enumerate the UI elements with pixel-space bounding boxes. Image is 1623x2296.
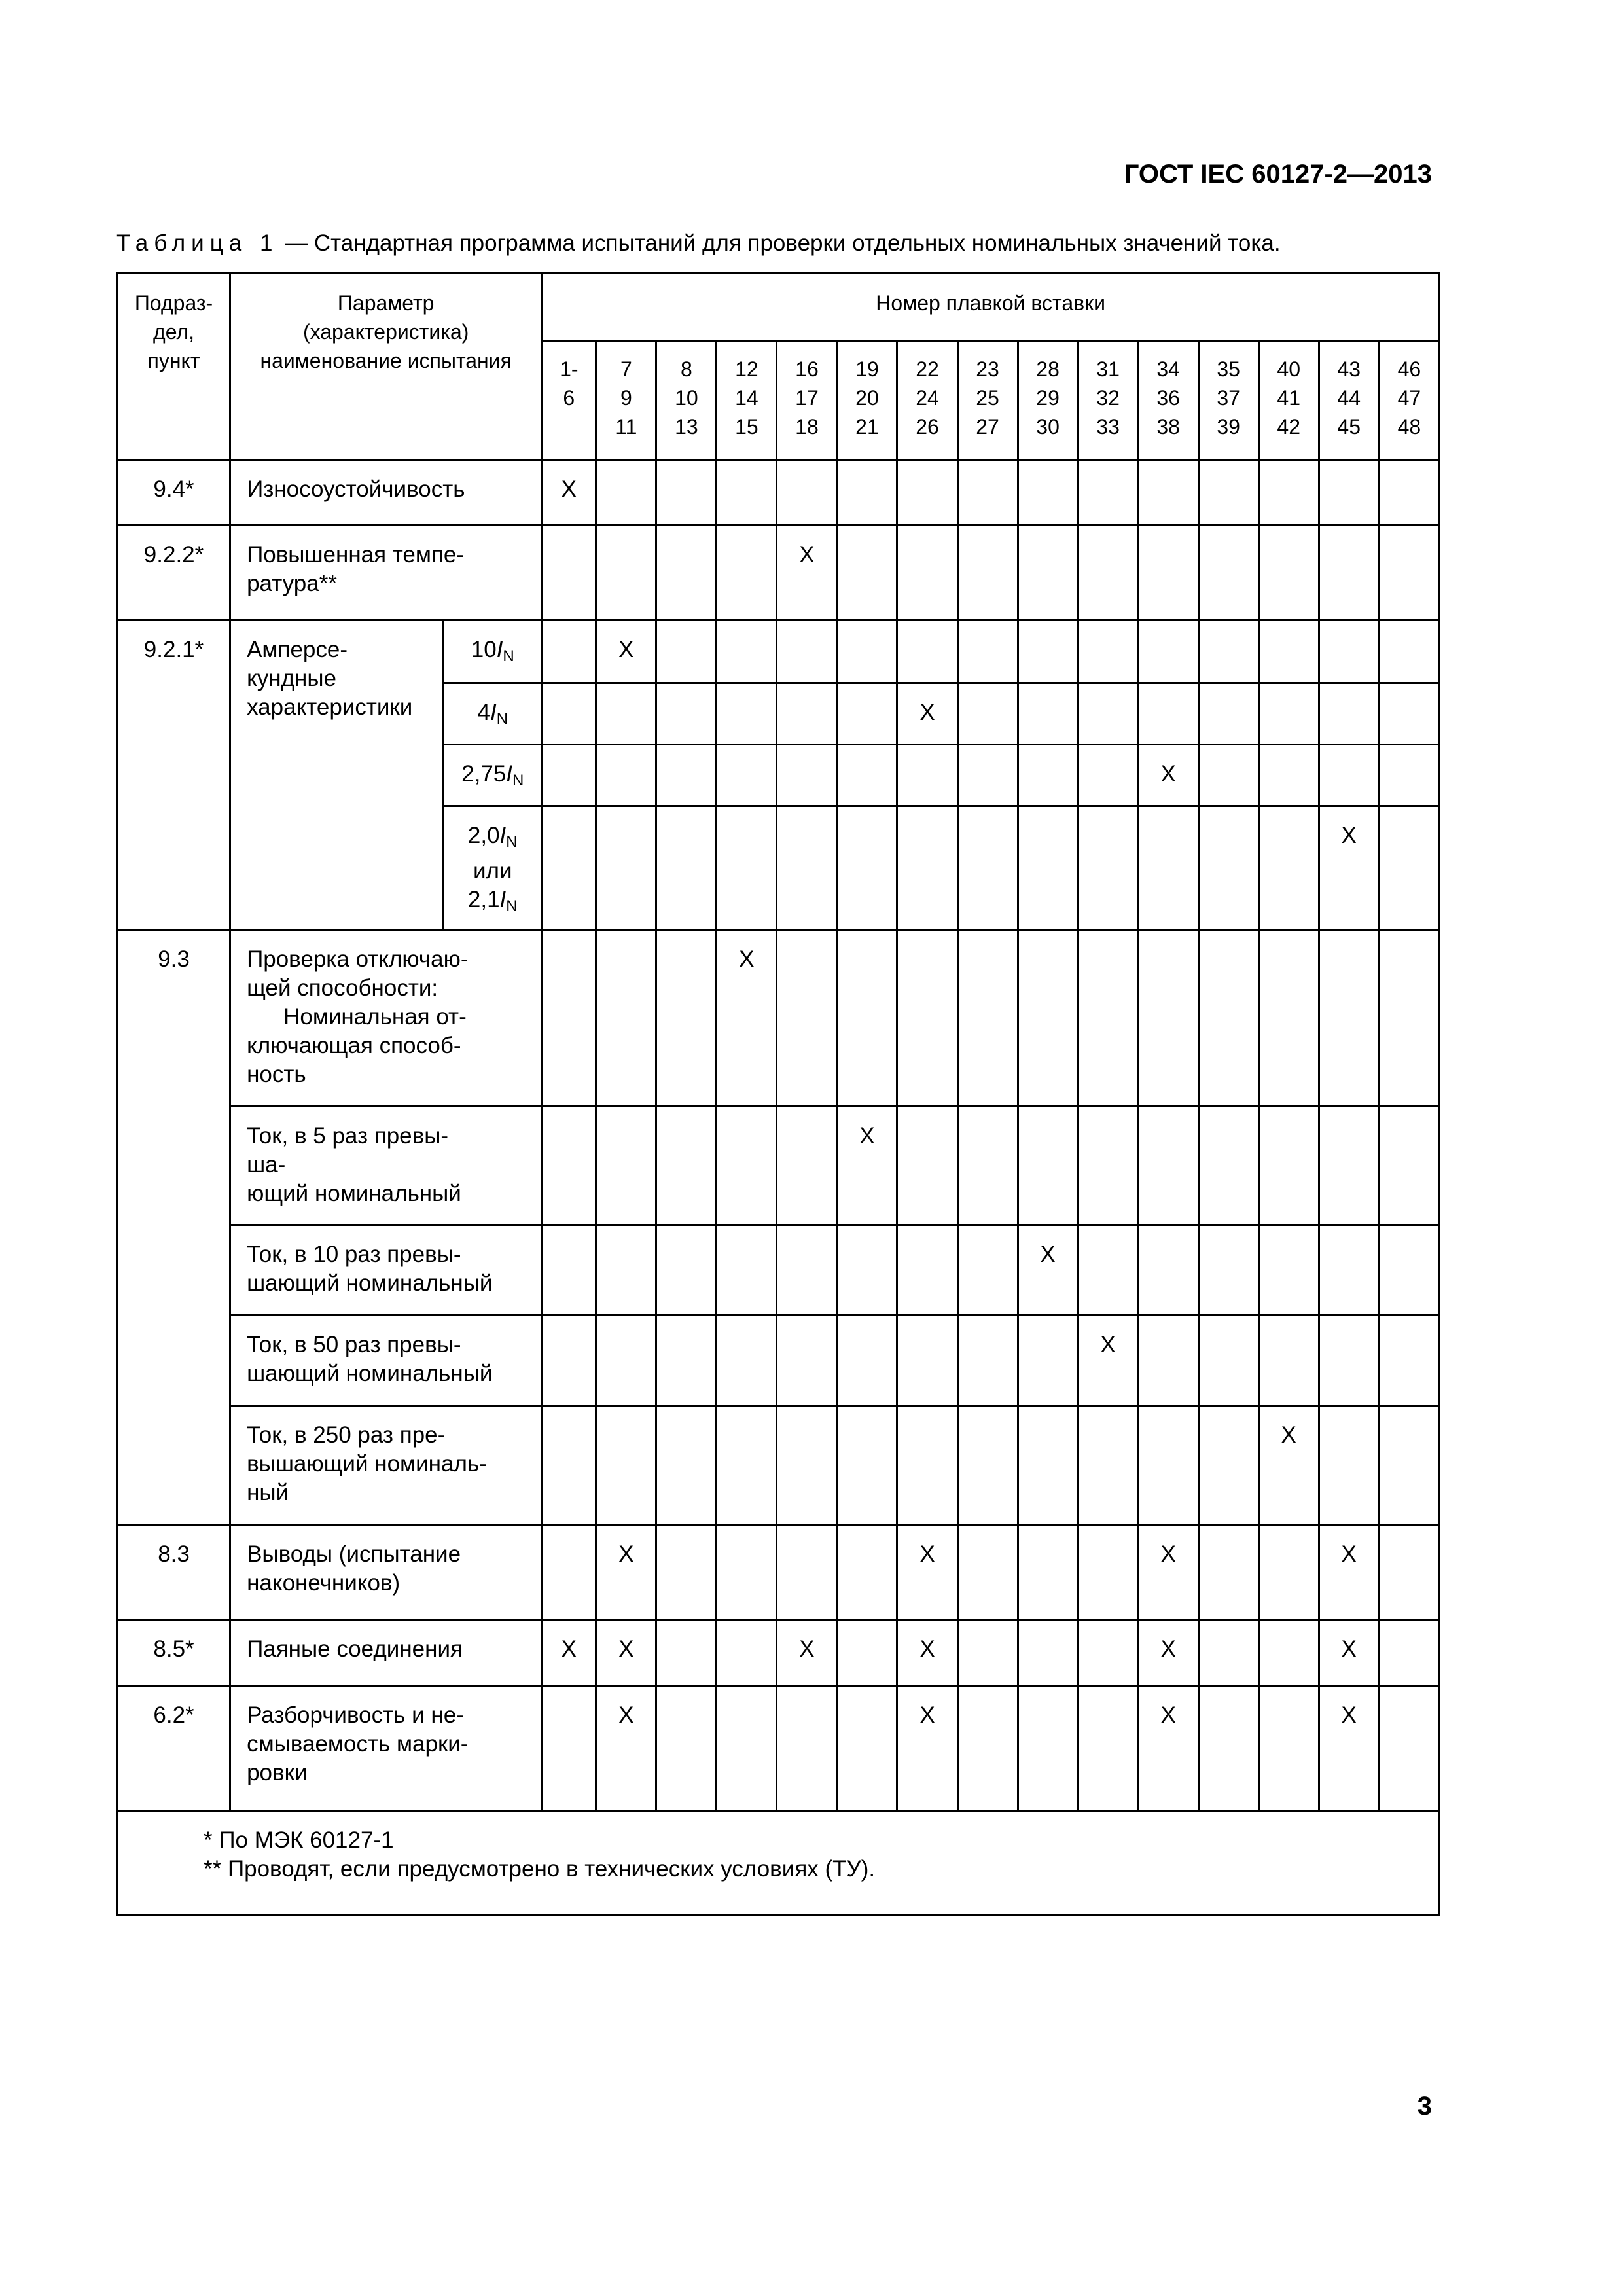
test-mark: X (596, 620, 656, 683)
empty-cell (1379, 1620, 1439, 1686)
parameter-cell: Износоустойчивость (230, 460, 542, 526)
test-mark: X (542, 460, 596, 526)
empty-cell (1258, 1686, 1319, 1811)
empty-cell (957, 930, 1018, 1107)
empty-cell (1198, 1225, 1258, 1316)
empty-cell (656, 526, 717, 620)
empty-cell (1319, 620, 1379, 683)
empty-cell (1319, 745, 1379, 806)
test-mark: X (596, 1620, 656, 1686)
empty-cell (1138, 460, 1198, 526)
empty-cell (1319, 683, 1379, 745)
empty-cell (1258, 1525, 1319, 1620)
empty-cell (1018, 745, 1078, 806)
empty-cell (542, 1525, 596, 1620)
empty-cell (542, 1316, 596, 1406)
empty-cell (897, 620, 957, 683)
empty-cell (717, 1620, 777, 1686)
parameter-cell: Ток, в 5 раз превы- ша- ющий номинальный (230, 1107, 542, 1225)
table-row (118, 1620, 1440, 1686)
empty-cell (542, 930, 596, 1107)
empty-cell (1319, 1316, 1379, 1406)
empty-cell (1258, 806, 1319, 930)
empty-cell (1198, 1406, 1258, 1525)
empty-cell (1258, 930, 1319, 1107)
test-mark: X (777, 526, 837, 620)
empty-cell (1258, 1316, 1319, 1406)
fuse-group-header: 40 41 42 (1258, 341, 1319, 460)
empty-cell (596, 683, 656, 745)
empty-cell (1078, 526, 1138, 620)
fuse-group-header: 19 20 21 (837, 341, 897, 460)
parameter-cell (230, 930, 542, 1107)
empty-cell (1018, 526, 1078, 620)
fuse-group-header: 22 24 26 (897, 341, 957, 460)
empty-cell (656, 930, 717, 1107)
fuse-group-header: 8 10 13 (656, 341, 717, 460)
empty-cell (1138, 1225, 1198, 1316)
current-multiple-cell: $2,75I_N$ (444, 745, 542, 806)
empty-cell (1078, 1225, 1138, 1316)
empty-cell (837, 460, 897, 526)
empty-cell (957, 745, 1018, 806)
empty-cell (777, 930, 837, 1107)
empty-cell (837, 1406, 897, 1525)
empty-cell (1018, 1107, 1078, 1225)
empty-cell (957, 1686, 1018, 1811)
empty-cell (957, 1406, 1018, 1525)
empty-cell (1078, 806, 1138, 930)
empty-cell (837, 683, 897, 745)
empty-cell (1138, 526, 1198, 620)
empty-cell (957, 620, 1018, 683)
empty-cell (1198, 930, 1258, 1107)
fuse-group-header: 31 32 33 (1078, 341, 1138, 460)
empty-cell (1319, 526, 1379, 620)
table-row (118, 1316, 1440, 1406)
section-cell: 9.3 (118, 930, 230, 1525)
empty-cell (717, 526, 777, 620)
empty-cell (777, 620, 837, 683)
empty-cell (1018, 1686, 1078, 1811)
test-mark: X (777, 1620, 837, 1686)
empty-cell (1018, 460, 1078, 526)
table-row (118, 620, 1440, 683)
empty-cell (897, 1107, 957, 1225)
document-id-header: ГОСТ IEC 60127-2—2013 (1124, 160, 1432, 188)
empty-cell (957, 1620, 1018, 1686)
test-mark: X (897, 683, 957, 745)
test-mark: X (1138, 745, 1198, 806)
empty-cell (1078, 930, 1138, 1107)
empty-cell (1198, 1686, 1258, 1811)
empty-cell (717, 1107, 777, 1225)
empty-cell (542, 1225, 596, 1316)
test-mark: X (1319, 806, 1379, 930)
empty-cell (1078, 683, 1138, 745)
section-cell: 8.5* (118, 1620, 230, 1686)
empty-cell (837, 1525, 897, 1620)
empty-cell (656, 1686, 717, 1811)
empty-cell (1379, 806, 1439, 930)
empty-cell (1258, 1620, 1319, 1686)
table-row (118, 1686, 1440, 1811)
empty-cell (596, 1406, 656, 1525)
test-mark: X (596, 1686, 656, 1811)
empty-cell (596, 806, 656, 930)
empty-cell (1018, 1525, 1078, 1620)
test-mark: X (897, 1620, 957, 1686)
empty-cell (1198, 1525, 1258, 1620)
empty-cell (1379, 526, 1439, 620)
test-mark: X (1138, 1525, 1198, 1620)
fuse-group-header: 23 25 27 (957, 341, 1018, 460)
empty-cell (837, 930, 897, 1107)
empty-cell (837, 620, 897, 683)
section-cell: 6.2* (118, 1686, 230, 1811)
empty-cell (897, 526, 957, 620)
empty-cell (1198, 1316, 1258, 1406)
empty-cell (656, 1525, 717, 1620)
empty-cell (777, 460, 837, 526)
empty-cell (656, 1225, 717, 1316)
empty-cell (596, 930, 656, 1107)
test-mark: X (1018, 1225, 1078, 1316)
empty-cell (1198, 620, 1258, 683)
empty-cell (957, 526, 1018, 620)
empty-cell (837, 1225, 897, 1316)
empty-cell (1078, 1406, 1138, 1525)
empty-cell (1078, 1525, 1138, 1620)
fuse-group-header: 7 9 11 (596, 341, 656, 460)
empty-cell (656, 620, 717, 683)
test-mark: X (1319, 1525, 1379, 1620)
empty-cell (897, 1316, 957, 1406)
empty-cell (1379, 745, 1439, 806)
table-caption (116, 230, 1281, 257)
empty-cell (1078, 620, 1138, 683)
footnote: * По МЭК 60127-1 (204, 1827, 394, 1853)
current-multiple-cell: $2,0I_N$ или $2,1I_N$ (444, 806, 542, 930)
empty-cell (1018, 1316, 1078, 1406)
empty-cell (1018, 930, 1078, 1107)
breaking-capacity-heading: Проверка отключаю- щей способности: (247, 946, 469, 1001)
empty-cell (596, 1107, 656, 1225)
parameter-cell: Паяные соединения (230, 1620, 542, 1686)
current-multiple-cell: $10I_N$ (444, 620, 542, 683)
empty-cell (656, 683, 717, 745)
empty-cell (957, 683, 1018, 745)
empty-cell (1319, 460, 1379, 526)
table-caption-text: — Стандартная программа испытаний для проверки отдельных номинальных значений тока. (278, 230, 1281, 256)
fuse-group-header: 46 47 48 (1379, 341, 1439, 460)
footnote: ** Проводят, если предусмотрено в технических условиях (ТУ). (204, 1856, 876, 1882)
fuse-group-header: 35 37 39 (1198, 341, 1258, 460)
empty-cell (777, 1316, 837, 1406)
test-mark: X (717, 930, 777, 1107)
empty-cell (1379, 1406, 1439, 1525)
empty-cell (717, 806, 777, 930)
empty-cell (596, 526, 656, 620)
test-mark: X (1138, 1620, 1198, 1686)
empty-cell (1379, 1316, 1439, 1406)
empty-cell (1379, 460, 1439, 526)
table-row (118, 930, 1440, 1107)
empty-cell (717, 1406, 777, 1525)
empty-cell (777, 745, 837, 806)
empty-cell (1018, 683, 1078, 745)
empty-cell (777, 1107, 837, 1225)
empty-cell (1018, 1620, 1078, 1686)
empty-cell (777, 806, 837, 930)
empty-cell (837, 1620, 897, 1686)
empty-cell (1138, 1316, 1198, 1406)
table-caption-label: Таблица 1 (116, 230, 279, 256)
empty-cell (957, 1107, 1018, 1225)
empty-cell (656, 1107, 717, 1225)
parameter-cell: Разборчивость и не- смываемость марки- ровки (230, 1686, 542, 1811)
empty-cell (717, 1225, 777, 1316)
empty-cell (542, 1686, 596, 1811)
empty-cell (717, 745, 777, 806)
empty-cell (542, 620, 596, 683)
empty-cell (1258, 620, 1319, 683)
empty-cell (777, 1225, 837, 1316)
empty-cell (1198, 745, 1258, 806)
empty-cell (1018, 1406, 1078, 1525)
empty-cell (837, 526, 897, 620)
fuse-group-header: 28 29 30 (1018, 341, 1078, 460)
empty-cell (656, 460, 717, 526)
empty-cell (1138, 1406, 1198, 1525)
empty-cell (542, 1406, 596, 1525)
empty-cell (542, 526, 596, 620)
empty-cell (957, 1225, 1018, 1316)
parameter-cell: Ток, в 10 раз превы- шающий номинальный (230, 1225, 542, 1316)
empty-cell (1258, 1107, 1319, 1225)
empty-cell (596, 745, 656, 806)
empty-cell (957, 1316, 1018, 1406)
empty-cell (596, 1225, 656, 1316)
empty-cell (1319, 930, 1379, 1107)
test-mark: X (542, 1620, 596, 1686)
empty-cell (656, 745, 717, 806)
empty-cell (1258, 460, 1319, 526)
section-cell: 9.2.1* (118, 620, 230, 930)
empty-cell (717, 1686, 777, 1811)
empty-cell (717, 683, 777, 745)
empty-cell (656, 1620, 717, 1686)
test-mark: X (1138, 1686, 1198, 1811)
empty-cell (1258, 526, 1319, 620)
parameter-cell: Выводы (испытание наконечников) (230, 1525, 542, 1620)
empty-cell (1198, 683, 1258, 745)
empty-cell (542, 1107, 596, 1225)
empty-cell (1138, 1107, 1198, 1225)
empty-cell (777, 683, 837, 745)
empty-cell (1379, 1107, 1439, 1225)
empty-cell (957, 460, 1018, 526)
empty-cell (1379, 620, 1439, 683)
empty-cell (596, 460, 656, 526)
empty-cell (1258, 683, 1319, 745)
test-mark: X (897, 1686, 957, 1811)
empty-cell (1138, 620, 1198, 683)
fuse-group-header: 34 36 38 (1138, 341, 1198, 460)
empty-cell (1319, 1107, 1379, 1225)
fuse-group-header: 1- 6 (542, 341, 596, 460)
empty-cell (837, 1686, 897, 1811)
empty-cell (897, 930, 957, 1107)
empty-cell (1379, 930, 1439, 1107)
fuse-group-header: 16 17 18 (777, 341, 837, 460)
section-cell: 9.4* (118, 460, 230, 526)
empty-cell (777, 1686, 837, 1811)
empty-cell (1319, 1406, 1379, 1525)
rated-breaking-capacity-text: Номинальная от- ключающая способ- ность (247, 1004, 467, 1087)
empty-cell (656, 1406, 717, 1525)
current-multiple-cell: $4I_N$ (444, 683, 542, 745)
fuse-group-header: 12 14 15 (717, 341, 777, 460)
empty-cell (1379, 1525, 1439, 1620)
table-row (118, 460, 1440, 526)
parameter-cell: Повышенная темпе- ратура** (230, 526, 542, 620)
page-number: 3 (1417, 2092, 1432, 2121)
empty-cell (656, 806, 717, 930)
header-section-column: Подраз- дел, пункт (118, 274, 230, 460)
empty-cell (1018, 806, 1078, 930)
test-program-table (116, 272, 1440, 1916)
empty-cell (717, 1316, 777, 1406)
table-row (118, 1525, 1440, 1620)
empty-cell (1138, 806, 1198, 930)
empty-cell (1198, 526, 1258, 620)
test-mark: X (897, 1525, 957, 1620)
empty-cell (837, 1316, 897, 1406)
empty-cell (957, 1525, 1018, 1620)
empty-cell (1319, 1225, 1379, 1316)
empty-cell (897, 1225, 957, 1316)
footnotes-cell (118, 1811, 1440, 1916)
empty-cell (1078, 1107, 1138, 1225)
empty-cell (897, 460, 957, 526)
test-mark: X (1319, 1686, 1379, 1811)
test-mark: X (596, 1525, 656, 1620)
test-mark: X (1319, 1620, 1379, 1686)
table-row (118, 1107, 1440, 1225)
table-row (118, 1406, 1440, 1525)
table-row (118, 526, 1440, 620)
empty-cell (542, 683, 596, 745)
empty-cell (656, 1316, 717, 1406)
test-mark: X (837, 1107, 897, 1225)
empty-cell (957, 806, 1018, 930)
empty-cell (837, 806, 897, 930)
parameter-cell: Ток, в 250 раз пре- вышающий номиналь- ный (230, 1406, 542, 1525)
empty-cell (1138, 930, 1198, 1107)
test-mark: X (1258, 1406, 1319, 1525)
empty-cell (837, 745, 897, 806)
header-fuse-number-group: Номер плавкой вставки (542, 274, 1440, 341)
empty-cell (1258, 745, 1319, 806)
empty-cell (1379, 1225, 1439, 1316)
header-parameter-column: Параметр (характеристика) наименование испытания (230, 274, 542, 460)
test-mark: X (1078, 1316, 1138, 1406)
empty-cell (542, 806, 596, 930)
empty-cell (777, 1525, 837, 1620)
empty-cell (897, 1406, 957, 1525)
empty-cell (1379, 1686, 1439, 1811)
section-cell: 9.2.2* (118, 526, 230, 620)
table-row (118, 1811, 1440, 1916)
section-cell: 8.3 (118, 1525, 230, 1620)
empty-cell (1198, 1620, 1258, 1686)
empty-cell (1379, 683, 1439, 745)
empty-cell (1078, 460, 1138, 526)
parameter-cell: Амперсе- кундные характеристики (230, 620, 444, 930)
fuse-group-header: 43 44 45 (1319, 341, 1379, 460)
empty-cell (897, 806, 957, 930)
empty-cell (897, 745, 957, 806)
parameter-cell: Ток, в 50 раз превы- шающий номинальный (230, 1316, 542, 1406)
empty-cell (1078, 745, 1138, 806)
empty-cell (596, 1316, 656, 1406)
empty-cell (1138, 683, 1198, 745)
empty-cell (717, 460, 777, 526)
empty-cell (777, 1406, 837, 1525)
empty-cell (1078, 1620, 1138, 1686)
empty-cell (717, 620, 777, 683)
empty-cell (1198, 1107, 1258, 1225)
empty-cell (717, 1525, 777, 1620)
empty-cell (1258, 1225, 1319, 1316)
empty-cell (1198, 806, 1258, 930)
empty-cell (1078, 1686, 1138, 1811)
table-row (118, 1225, 1440, 1316)
empty-cell (542, 745, 596, 806)
empty-cell (1198, 460, 1258, 526)
empty-cell (1018, 620, 1078, 683)
